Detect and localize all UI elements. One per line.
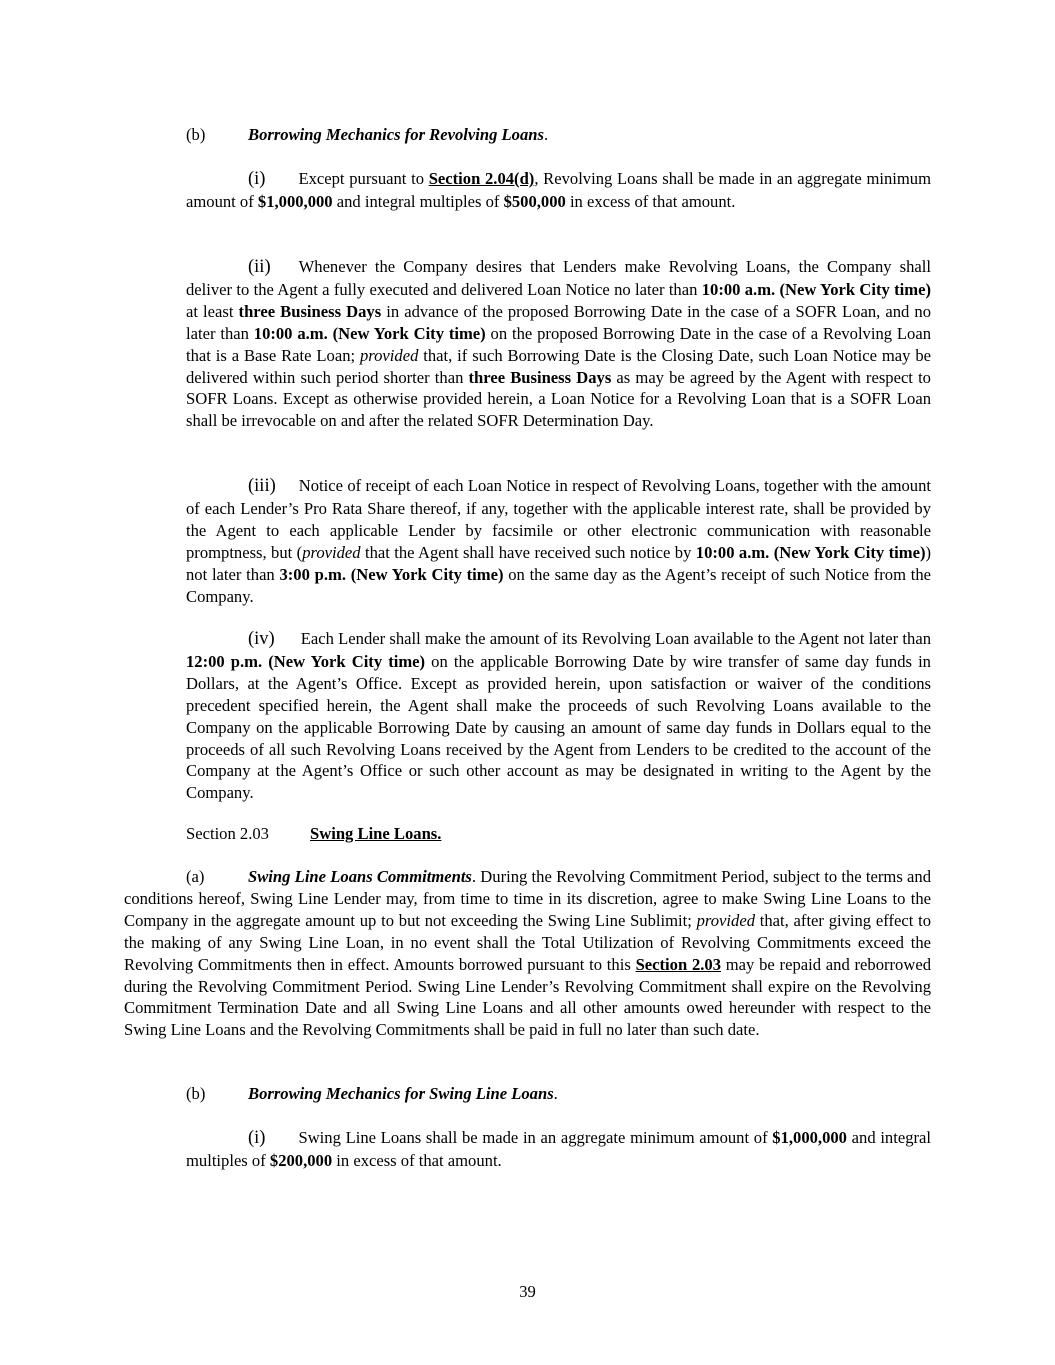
section-heading	[186, 823, 441, 845]
section-reference: Section 2.04(d)	[428, 169, 535, 188]
subsection-label: (b)	[186, 1084, 206, 1103]
section-number: Section 2.03	[186, 824, 269, 843]
paragraph-i-swing: (i) Swing Line Loans shall be made in an aggregate minimum amount of $1,000,000 and integral multiples of $200,000 in excess of that amount.	[186, 1128, 931, 1170]
clause-number: (iv)	[248, 629, 275, 649]
subsection-title: Borrowing Mechanics for Swing Line Loans	[248, 1084, 554, 1103]
subsection-label: (a)	[186, 867, 205, 886]
subsection-b2-heading: (b) Borrowing Mechanics for Swing Line Loans.	[186, 1084, 558, 1103]
clause-number: (ii)	[248, 257, 271, 277]
subsection-label: (b)	[186, 125, 206, 144]
section-title: Swing Line Loans.	[310, 824, 442, 843]
page-number: 39	[519, 1282, 536, 1301]
paragraph-ii: (ii) Whenever the Company desires that Lenders make Revolving Loans, the Company shall deliver to the Agent a fully executed and delivered Loan Notice no later than 10:00 a.m. (New York City time) at least three Business Days in advance of the proposed Borrowing Date in the case of a SOFR Loan, and no later than 10:00 a.m. (New York City time) on the proposed Borrowing Date in the case of a Revolving Loan that is a Base Rate Loan; provided that, if such Borrowing Date is the Closing Date, such Loan Notice may be delivered within such period shorter than three Business Days as may be agreed by the Agent with respect to SOFR Loans. Except as otherwise provided herein, a Loan Notice for a Revolving Loan that is a SOFR Loan shall be irrevocable on and after the related SOFR Determination Day.	[186, 257, 932, 431]
paragraph-iv: (iv) Each Lender shall make the amount of its Revolving Loan available to the Agent not later than 12:00 p.m. (New York City time) on the applicable Borrowing Date by wire transfer of same day funds in Dollars, at the Agent’s Office. Except as provided herein, upon satisfaction or waiver of the conditions precedent specified herein, the Agent shall make the proceeds of such Revolving Loans available to the Company on the applicable Borrowing Date by causing an amount of same day funds in Dollars equal to the proceeds of all such Revolving Loans received by the Agent from Lenders to be credited to the account of the Company at the Agent’s Office or such other account as may be designated in writing to the Agent by the Company.	[186, 629, 931, 803]
clause-number: (i)	[248, 1128, 266, 1148]
paragraph-i: (i) Except pursuant to Section 2.04(d), Revolving Loans shall be made in an aggregate minimum amount of $1,000,000 and integral multiples of $500,000 in excess of that amount.	[186, 169, 931, 211]
subsection-b-heading: (b) Borrowing Mechanics for Revolving Loans.	[186, 125, 549, 144]
clause-number: (iii)	[248, 476, 276, 496]
section-reference: Section 2.03	[635, 954, 721, 974]
subsection-title: Swing Line Loans Commitments	[248, 867, 472, 886]
paragraph-iii: (iii) Notice of receipt of each Loan Notice in respect of Revolving Loans, together with the amount of each Lender’s Pro Rata Share thereof, if any, together with the applicable interest rate, shall be provided by the Agent to each applicable Lender by facsimile or other electronic communication with reasonable promptness, but (provided that the Agent shall have received such notice by 10:00 a.m. (New York City time)) not later than 3:00 p.m. (New York City time) on the same day as the Agent’s receipt of such Notice from the Company.	[186, 476, 932, 606]
paragraph-a: (a) Swing Line Loans Commitments. During the Revolving Commitment Period, subject to the terms and conditions hereof, Swing Line Lender may, from time to time in its discretion, agree to make Swing Line Loans to the Company in the aggregate amount up to but not exceeding the Swing Line Sublimit; provided that, after giving effect to the making of any Swing Line Loan, in no event shall the Total Utilization of Revolving Commitments exceed the Revolving Commitments then in effect. Amounts borrowed pursuant to this Section 2.03 may be repaid and reborrowed during the Revolving Commitment Period. Swing Line Lender’s Revolving Commitment shall expire on the Revolving Commitment Termination Date and all Swing Line Loans and all other amounts owed hereunder with respect to the Swing Line Loans and the Revolving Commitments shall be paid in full no later than such date.	[124, 867, 932, 1040]
subsection-title: Borrowing Mechanics for Revolving Loans	[248, 125, 544, 144]
clause-number: (i)	[248, 169, 266, 189]
